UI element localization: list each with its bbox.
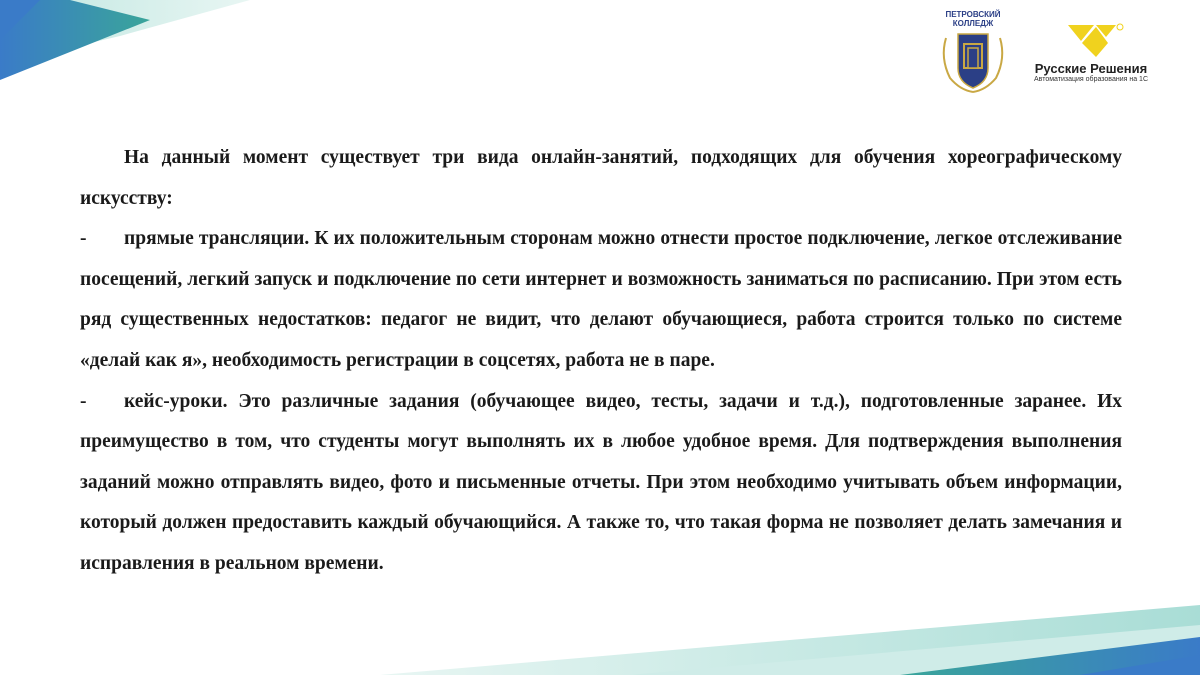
russian-solutions-logo [1034,21,1148,83]
russian-solutions-emblem-icon [1056,21,1126,59]
list-marker: - [80,390,87,412]
list-item-text: кейс-уроки. Это различные задания (обучающее видео, тесты, задачи и т.д.), подготовленные заранее. Их преимущество в том, что студенты могут выполнять их в любое удобное время. Для подтверждения выполнения заданий можно отправлять видео, фото и письменные отчеты. При этом необходимо учитывать объем информации, который должен предоставить каждый обучающийся. А также то, что такая форма не позволяет делать замечания и исправления в реальном времени. [80,390,1122,574]
college-emblem-icon [938,28,1008,94]
slide-body [80,138,1122,585]
college-name-line2: КОЛЛЕДЖ [952,19,994,28]
list-item-text: прямые трансляции. К их положительным сторонам можно отнести простое подключение, легкое отслеживание посещений, легкий запуск и подключение по сети интернет и возможность заниматься по расписанию. При этом есть ряд существенных недостатков: педагог не видит, что делают обучающиеся, работа строится только по системе «делай как я», необходимость регистрации в соцсетях, работа не в паре. [80,228,1122,371]
college-logo [938,10,1008,94]
list-item [80,219,1122,381]
top-left-decoration [0,0,260,90]
intro-paragraph: На данный момент существует три вида онлайн-занятий, подходящих для обучения хореографическому искусству: [80,147,1122,209]
russian-solutions-name: Русские Решения [1034,61,1148,76]
list-marker: - [80,228,87,250]
list-item [80,382,1122,585]
logos-area [938,10,1148,94]
bottom-right-decoration [380,585,1200,675]
russian-solutions-tagline: Автоматизация образования на 1С [1033,76,1148,83]
college-name-line1: ПЕТРОВСКИЙ [945,10,1001,19]
